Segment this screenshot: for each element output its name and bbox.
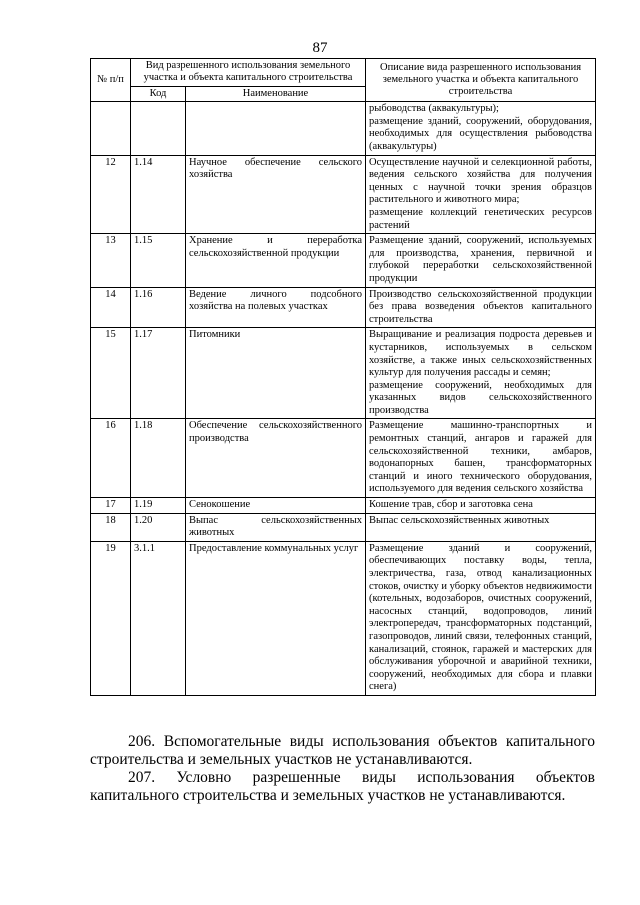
land-use-table (90, 58, 596, 696)
row-description (366, 328, 596, 419)
row-name: Ведение личного подсобного хозяйства на полевых участках (186, 287, 366, 328)
row-description-line: Кошение трав, сбор и заготовка сена (369, 499, 533, 511)
table-row (91, 328, 596, 419)
row-name: Выпас сельскохозяйственных животных (186, 513, 366, 541)
row-code: 3.1.1 (131, 541, 186, 695)
row-number: 14 (91, 287, 131, 328)
table-row (91, 102, 596, 155)
table-row (91, 287, 596, 328)
row-name: Обеспечение сельскохозяйственного производства (186, 419, 366, 498)
row-number: 17 (91, 498, 131, 514)
row-code: 1.14 (131, 155, 186, 234)
row-code: 1.19 (131, 498, 186, 514)
row-number: 12 (91, 155, 131, 234)
row-description-line: Размещение зданий и сооружений, обеспечивающих поставку воды, тепла, электричества, газа, отвод канализационных стоков, очистку и уборку объектов недвижимости (котельных, водозаборов, очистных сооружений, насосных станций, водопроводов, линий электропередач, трансформаторных подстанций, газопроводов, линий связи, телефонных станций, канализаций, стоянок, гаражей и мастерских для обслуживания уборочной и аварийной техники, сооружений, необходимых для сбора и плавки снега) (369, 542, 593, 693)
row-name: Предоставление коммунальных услуг (186, 541, 366, 695)
header-num: № п/п (91, 59, 131, 102)
row-description-line: Выпас сельскохозяйственных животных (369, 514, 550, 526)
header-group-title: Вид разрешенного использования земельного участка и объекта капитального строительства (131, 59, 366, 87)
row-description-line: Выращивание и реализация подроста деревьев и кустарников, используемых в сельском хозяйстве, а также иных сельскохозяйственных культур для получения рассады и семян; (369, 329, 593, 379)
row-description (366, 419, 596, 498)
table-row (91, 513, 596, 541)
table-body (91, 102, 596, 696)
table-row (91, 234, 596, 287)
table-row (91, 419, 596, 498)
table-row (91, 541, 596, 695)
row-number: 16 (91, 419, 131, 498)
row-description (366, 498, 596, 514)
row-description-line: Размещение зданий, сооружений, используемых для производства, хранения, первичной и глубокой переработки сельскохозяйственной продукции (369, 235, 593, 284)
row-description (366, 541, 596, 695)
row-description-line: рыбоводства (аквакультуры); (369, 103, 499, 115)
row-description-line: Размещение машинно-транспортных и ремонтных станций, ангаров и гаражей для сельскохозяйственной техники, амбаров, водонапорных башен, трансформаторных станций и иного технического оборудования, используемого для ведения сельского хозяйства (369, 420, 593, 495)
row-description-line: Производство сельскохозяйственной продукции без права возведения объектов капитального строительства (369, 288, 593, 325)
row-code: 1.20 (131, 513, 186, 541)
header-code: Код (131, 86, 186, 101)
row-name (186, 102, 366, 155)
header-name: Наименование (186, 86, 366, 101)
row-code: 1.16 (131, 287, 186, 328)
paragraph-206-text: 206. Вспомогательные виды использования объектов капитального строительства и земельных участков не устанавливаются. (90, 733, 595, 768)
row-name: Научное обеспечение сельского хозяйства (186, 155, 366, 234)
row-description-line: размещение зданий, сооружений, оборудования, необходимых для осуществления рыбоводства (аквакультуры) (369, 115, 593, 152)
row-number: 15 (91, 328, 131, 419)
row-name: Хранение и переработка сельскохозяйственной продукции (186, 234, 366, 287)
row-number: 13 (91, 234, 131, 287)
row-code: 1.17 (131, 328, 186, 419)
row-description-line: размещение коллекций генетических ресурсов растений (369, 206, 593, 231)
paragraph-207-text: 207. Условно разрешенные виды использования объектов капитального строительства и земельных участков не устанавливаются. (90, 769, 595, 804)
table-row (91, 155, 596, 234)
row-name: Питомники (186, 328, 366, 419)
header-description: Описание вида разрешенного использования земельного участка и объекта капитального строительства (366, 59, 596, 102)
row-code: 1.18 (131, 419, 186, 498)
row-description (366, 287, 596, 328)
row-description (366, 155, 596, 234)
row-description (366, 102, 596, 155)
row-code: 1.15 (131, 234, 186, 287)
page-number: 87 (312, 40, 328, 56)
row-number (91, 102, 131, 155)
row-name: Сенокошение (186, 498, 366, 514)
table-row (91, 498, 596, 514)
row-description-line: Осуществление научной и селекционной работы, ведения сельского хозяйства для получения ценных с научной точки зрения образцов растительного и животного мира; (369, 156, 593, 206)
paragraph-206 (90, 733, 595, 769)
row-code (131, 102, 186, 155)
row-description (366, 513, 596, 541)
row-number: 18 (91, 513, 131, 541)
row-number: 19 (91, 541, 131, 695)
row-description (366, 234, 596, 287)
row-description-line: размещение сооружений, необходимых для указанных видов сельскохозяйственного производства (369, 379, 593, 416)
paragraph-207 (90, 769, 595, 805)
